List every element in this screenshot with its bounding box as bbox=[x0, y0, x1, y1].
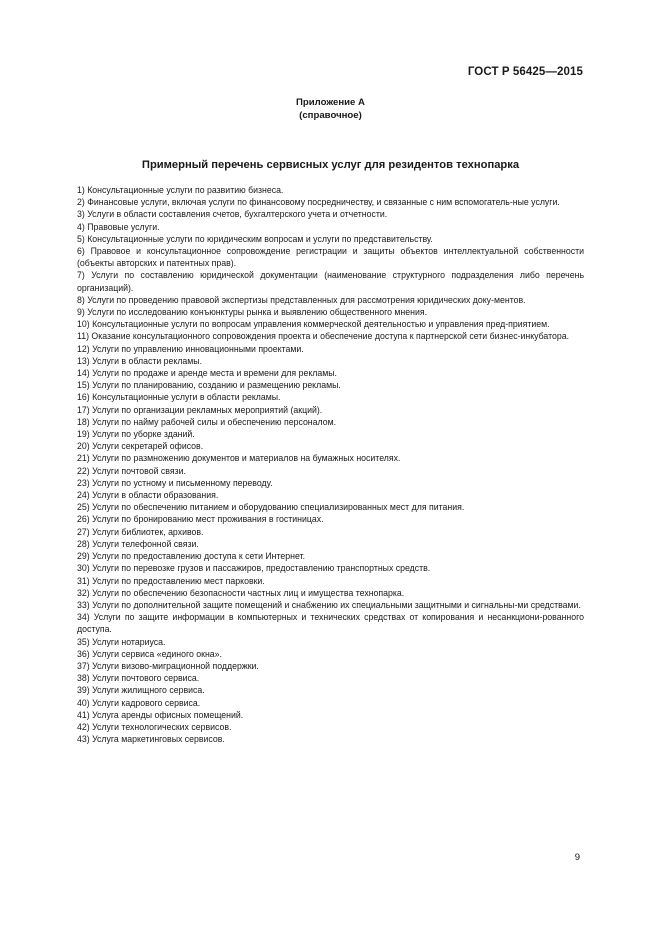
list-item: 31) Услуги по предоставлению мест парковки. bbox=[77, 575, 265, 586]
appendix-type: (справочное) bbox=[299, 110, 362, 121]
list-item: 1) Консультационные услуги по развитию бизнеса. bbox=[77, 185, 284, 195]
list-item: 13) Услуги в области рекламы. bbox=[77, 355, 203, 366]
list-item: 8) Услуги по проведению правовой экспертизы представленных для рассмотрения юридических доку-ментов. bbox=[77, 294, 526, 305]
list-item: 11) Оказание консультационного сопровождения проекта и обеспечение доступа к партнерской сети бизнес-инкубатора. bbox=[77, 331, 570, 342]
list-item: 23) Услуги по устному и письменному переводу. bbox=[77, 477, 273, 488]
list-item: 30) Услуги по перевозке грузов и пассажиров, предоставлению транспортных средств. bbox=[77, 563, 431, 574]
list-item: 22) Услуги почтовой связи. bbox=[77, 465, 186, 476]
list-item: 5) Консультационные услуги по юридическим вопросам и услуги по представительству. bbox=[77, 233, 433, 244]
list-item: 42) Услуги технологических сервисов. bbox=[77, 721, 232, 732]
list-item: 9) Услуги по исследованию конъюнктуры рынка и выявлению общественного мнения. bbox=[77, 307, 427, 318]
list-item: 2) Финансовые услуги, включая услуги по финансовому посредничеству, и связанные с ним вспомогатель-ные услуги. bbox=[77, 197, 560, 208]
appendix-heading bbox=[0, 96, 661, 122]
list-item: 25) Услуги по обеспечению питанием и оборудованию специализированных мест для питания. bbox=[77, 502, 465, 513]
list-item: 18) Услуги по найму рабочей силы и обеспечению персоналом. bbox=[77, 416, 337, 427]
list-item: 26) Услуги по бронированию мест проживания в гостиницах. bbox=[77, 514, 324, 525]
list-item: 21) Услуги по размножению документов и материалов на бумажных носителях. bbox=[77, 453, 401, 464]
standard-code: ГОСТ Р 56425—2015 bbox=[467, 66, 583, 78]
list-item: 39) Услуги жилищного сервиса. bbox=[77, 685, 205, 696]
list-item: 10) Консультационные услуги по вопросам управления коммерческой деятельностью и управления пред-приятием. bbox=[77, 319, 550, 330]
list-item: 35) Услуги нотариуса. bbox=[77, 636, 166, 647]
list-item: 15) Услуги по планированию, созданию и размещению рекламы. bbox=[77, 380, 341, 391]
list-item: 32) Услуги по обеспечению безопасности частных лиц и имущества технопарка. bbox=[77, 587, 405, 598]
list-item: 34) Услуги по защите информации в компьютерных и технических средствах от копирования и несанкциони-рованного доступа. bbox=[77, 612, 584, 635]
service-list bbox=[77, 184, 584, 745]
list-item: 19) Услуги по уборке зданий. bbox=[77, 429, 195, 440]
list-item: 3) Услуги в области составления счетов, бухгалтерского учета и отчетности. bbox=[77, 209, 388, 220]
appendix-label: Приложение А bbox=[296, 97, 365, 108]
list-item: 20) Услуги секретарей офисов. bbox=[77, 441, 204, 452]
list-item: 40) Услуги кадрового сервиса. bbox=[77, 697, 201, 708]
list-item: 36) Услуги сервиса «единого окна». bbox=[77, 648, 222, 659]
list-item: 16) Консультационные услуги в области рекламы. bbox=[77, 392, 281, 403]
list-item: 17) Услуги по организации рекламных мероприятий (акций). bbox=[77, 404, 323, 415]
list-item: 14) Услуги по продаже и аренде места и времени для рекламы. bbox=[77, 368, 337, 379]
list-item: 24) Услуги в области образования. bbox=[77, 490, 219, 501]
page-number: 9 bbox=[574, 852, 580, 863]
list-item: 7) Услуги по составлению юридической документации (наименование структурного подразделения либо перечень организаций). bbox=[77, 270, 584, 293]
list-item: 33) Услуги по дополнительной защите помещений и снабжению их специальными защитными и сигнальны-ми средствами. bbox=[77, 599, 581, 610]
document-title: Примерный перечень сервисных услуг для резидентов технопарка bbox=[141, 159, 520, 171]
list-item: 38) Услуги почтового сервиса. bbox=[77, 673, 200, 684]
list-item: 37) Услуги визово-миграционной поддержки. bbox=[77, 660, 259, 671]
list-item: 29) Услуги по предоставлению доступа к сети Интернет. bbox=[77, 551, 306, 562]
list-item: 27) Услуги библиотек, архивов. bbox=[77, 526, 204, 537]
list-item: 43) Услуга маркетинговых сервисов. bbox=[77, 734, 225, 745]
list-item: 41) Услуга аренды офисных помещений. bbox=[77, 709, 244, 720]
list-item: 28) Услуги телефонной связи. bbox=[77, 538, 199, 549]
list-item: 6) Правовое и консультационное сопровождение регистрации и защиты объектов интеллектуальной собственности (объекты авторских и патентных прав). bbox=[77, 246, 584, 269]
list-item: 12) Услуги по управлению инновационными проектами. bbox=[77, 343, 304, 354]
list-item: 4) Правовые услуги. bbox=[77, 221, 160, 232]
